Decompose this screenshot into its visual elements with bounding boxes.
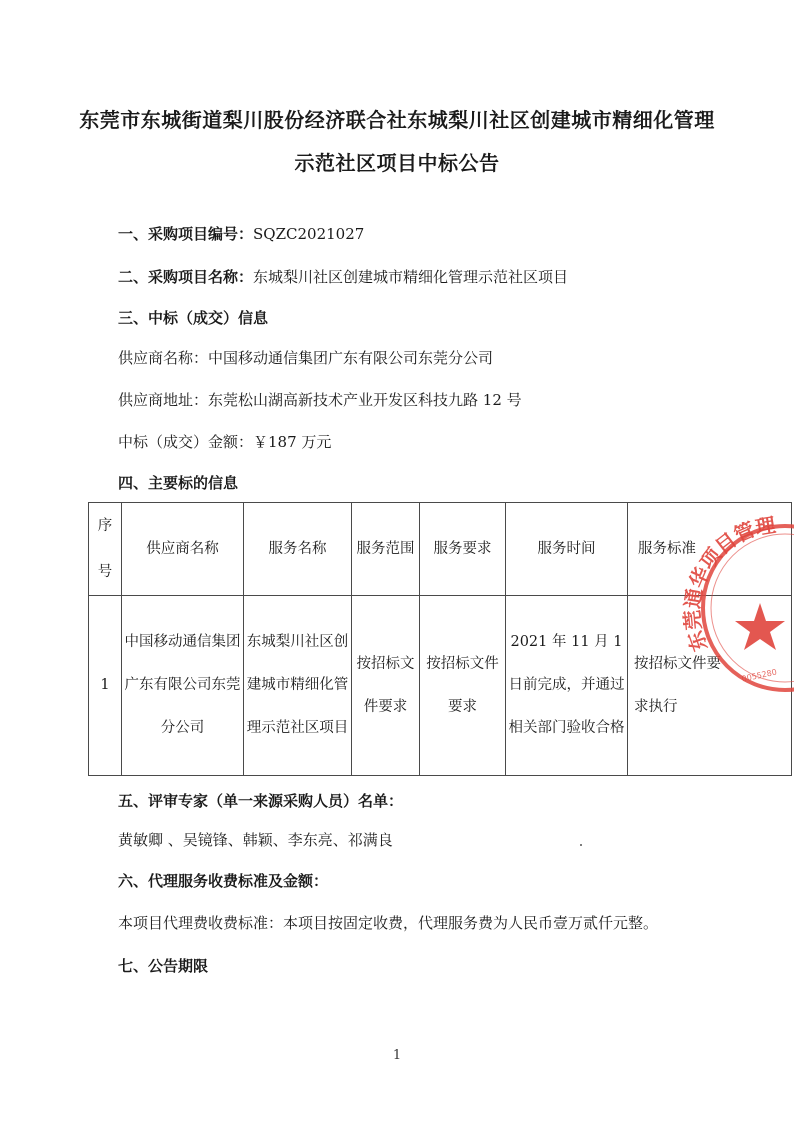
seal-code: 0055280 — [740, 667, 778, 684]
seal-text-path: 东莞通华项目管理 — [679, 512, 778, 655]
project-number-value: SQZC2021027 — [253, 225, 365, 243]
announcement-period-heading: 七、公告期限 — [118, 957, 209, 975]
header-service-scope: 服务范围 — [352, 503, 420, 596]
agency-fee-heading: 六、代理服务收费标准及金额： — [118, 872, 329, 890]
header-supplier-name: 供应商名称 — [122, 503, 244, 596]
cell-service-time: 2021 年 11 月 1 日前完成，并通过相关部门验收合格 — [506, 596, 628, 776]
table-row — [89, 596, 792, 776]
supplier-name-row — [118, 347, 493, 368]
supplier-address-row — [118, 389, 522, 410]
cell-service-scope: 按招标文件要求 — [352, 596, 420, 776]
experts-names: 黄敏卿 、吴镜锋、韩颖、李东亮、祁满良 — [118, 831, 393, 849]
page-number: 1 — [392, 1048, 402, 1063]
project-number-row — [118, 223, 364, 244]
header-service-requirement: 服务要求 — [420, 503, 506, 596]
header-service-standard: 服务标准 — [628, 503, 792, 596]
supplier-address-value: 东莞松山湖高新技术产业开发区科技九路 12 号 — [208, 391, 522, 409]
main-subject-heading: 四、主要标的信息 — [118, 474, 239, 492]
cell-service-requirement: 按招标文件要求 — [420, 596, 506, 776]
header-service-time: 服务时间 — [506, 503, 628, 596]
supplier-address-label: 供应商地址： — [118, 391, 209, 409]
award-amount-label: 中标（成交）金额： — [118, 433, 254, 451]
cell-index: 1 — [89, 596, 122, 776]
experts-heading: 五、评审专家（单一来源采购人员）名单： — [118, 792, 404, 810]
cell-service-standard: 按招标文件要求执行 — [628, 596, 792, 776]
project-name-row — [118, 266, 568, 287]
header-service-name: 服务名称 — [244, 503, 352, 596]
supplier-name-label: 供应商名称： — [118, 349, 209, 367]
scan-speck — [580, 844, 582, 846]
award-info-heading: 三、中标（成交）信息 — [118, 309, 269, 327]
cell-supplier-name: 中国移动通信集团广东有限公司东莞分公司 — [122, 596, 244, 776]
header-index: 序号 — [89, 503, 122, 596]
agency-fee-text: 本项目代理费收费标准：本项目按固定收费，代理服务费为人民币壹万贰仟元整。 — [118, 914, 659, 932]
table-header-row — [89, 503, 792, 596]
title-line-1: 东莞市东城街道梨川股份经济联合社东城梨川社区创建城市精细化管理 — [79, 108, 715, 132]
award-amount-value: ￥187 万元 — [253, 433, 332, 451]
award-amount-row — [118, 431, 331, 452]
project-name-label: 二、采购项目名称： — [118, 268, 254, 286]
project-number-label: 一、采购项目编号： — [118, 225, 254, 243]
supplier-name-value: 中国移动通信集团广东有限公司东莞分公司 — [208, 349, 494, 367]
award-table — [88, 502, 792, 776]
title-line-2: 示范社区项目中标公告 — [294, 151, 500, 175]
project-name-value: 东城梨川社区创建城市精细化管理示范社区项目 — [253, 268, 569, 286]
cell-service-name: 东城梨川社区创建城市精细化管理示范社区项目 — [244, 596, 352, 776]
